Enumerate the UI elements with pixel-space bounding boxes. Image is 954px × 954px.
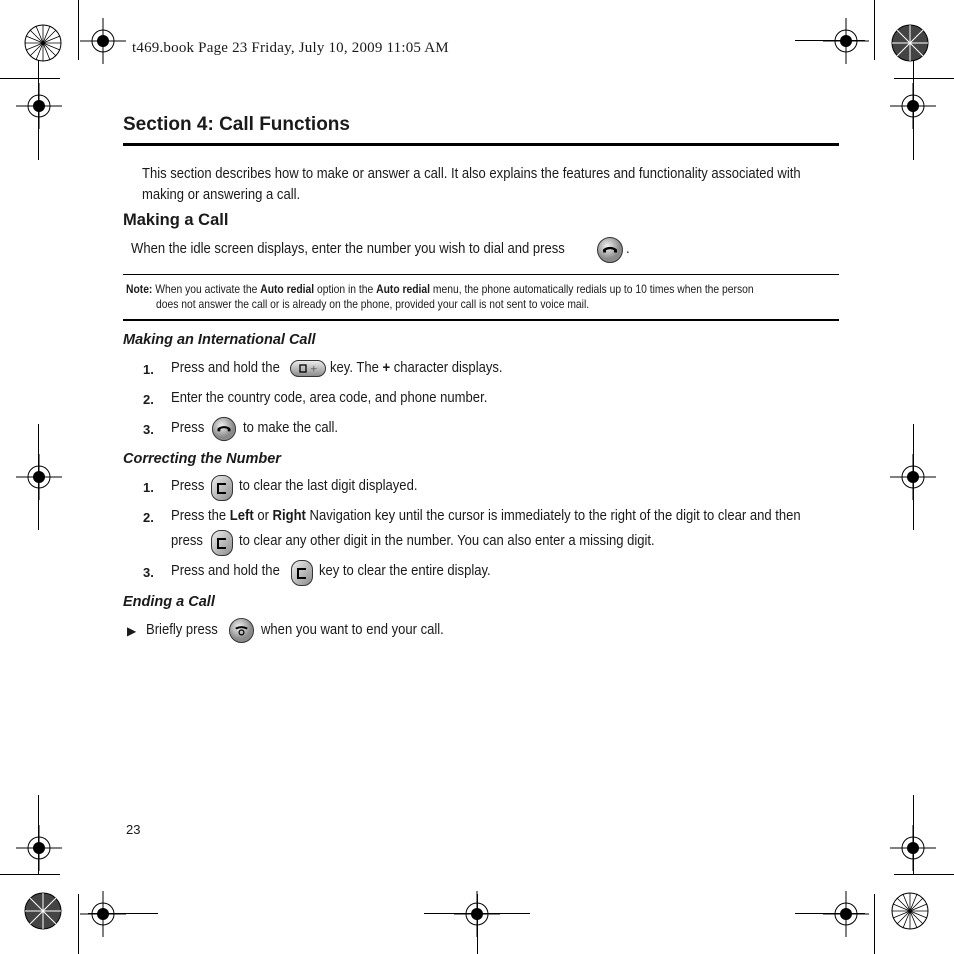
crosshair-mark-icon xyxy=(823,18,869,64)
clear-key-icon xyxy=(211,475,233,501)
intro-line-1: This section describes how to make or answer a call. It also explains the features and functionality associated with xyxy=(142,166,801,182)
end-key-icon xyxy=(228,617,255,644)
making-call-heading: Making a Call xyxy=(123,211,229,229)
step-number: 1. xyxy=(143,362,154,377)
trim-line xyxy=(913,60,914,160)
step-text-part: Press the xyxy=(171,508,227,524)
step-number: 2. xyxy=(143,510,154,525)
note-text: menu, the phone automatically redials up to 10 times when the person xyxy=(432,282,754,296)
svg-text:+: + xyxy=(310,364,318,375)
step-text-part: Navigation key until the cursor is immediately to the right of the digit to clear and then xyxy=(309,508,801,524)
clear-key-icon xyxy=(211,530,233,556)
making-call-text xyxy=(131,241,565,257)
step-number: 3. xyxy=(143,422,154,437)
ending-text: Briefly press xyxy=(146,622,218,638)
trim-line xyxy=(0,874,60,875)
trim-line xyxy=(913,795,914,875)
step-text: Enter the country code, area code, and phone number. xyxy=(171,390,488,406)
correcting-heading: Correcting the Number xyxy=(123,451,281,467)
trim-line xyxy=(78,894,79,954)
note-text: option in the xyxy=(317,282,374,296)
trim-line xyxy=(874,0,875,60)
step-text: Press xyxy=(171,420,205,436)
trim-line xyxy=(795,40,865,41)
step-number: 3. xyxy=(143,565,154,580)
step-number: 2. xyxy=(143,392,154,407)
send-key-icon xyxy=(211,416,237,442)
step-text: press xyxy=(171,533,203,549)
trim-line xyxy=(795,913,865,914)
crosshair-mark-icon xyxy=(80,18,126,64)
trim-line xyxy=(38,424,39,530)
print-slug: t469.book Page 23 Friday, July 10, 2009 11:05 AM xyxy=(132,40,449,56)
trim-line xyxy=(894,78,954,79)
ending-heading: Ending a Call xyxy=(123,594,215,610)
trim-line xyxy=(0,78,60,79)
step-text xyxy=(330,360,503,376)
trim-line xyxy=(874,894,875,954)
left-key-label: Left xyxy=(229,508,254,524)
trim-line xyxy=(913,424,914,530)
registration-mark-icon xyxy=(887,888,933,934)
step-text: Press xyxy=(171,478,205,494)
note-line-1 xyxy=(126,282,754,296)
step-text: Press and hold the xyxy=(171,563,280,579)
crosshair-mark-icon xyxy=(80,891,126,937)
step-number: 1. xyxy=(143,480,154,495)
international-heading: Making an International Call xyxy=(123,332,316,348)
page-number: 23 xyxy=(126,822,141,837)
step-text-after: character displays. xyxy=(393,360,503,376)
bullet-arrow: ▶ xyxy=(127,624,137,638)
trim-line xyxy=(894,874,954,875)
crosshair-mark-icon xyxy=(16,825,62,871)
note-line-2: does not answer the call or is already on the phone, provided your call is not sent to voice mail. xyxy=(156,297,590,311)
trim-line xyxy=(38,60,39,160)
step-text: to make the call. xyxy=(243,420,339,436)
step-text: to clear any other digit in the number. You can also enter a missing digit. xyxy=(239,533,655,549)
ending-text-after: when you want to end your call. xyxy=(261,622,444,638)
making-call-text-before: When the idle screen displays, enter the number you wish to dial and press xyxy=(131,241,565,257)
trim-line xyxy=(38,795,39,875)
crosshair-mark-icon xyxy=(16,454,62,500)
intro-line-2: making or answering a call. xyxy=(142,187,301,203)
step-text: key to clear the entire display. xyxy=(319,563,491,579)
send-key-icon xyxy=(596,236,624,264)
registration-mark-icon xyxy=(887,20,933,66)
step-text: to clear the last digit displayed. xyxy=(239,478,418,494)
trim-line xyxy=(78,0,79,60)
trim-line xyxy=(477,894,478,954)
note-text: When you activate the xyxy=(155,282,258,296)
step-text-part: or xyxy=(257,508,269,524)
making-call-text-after: . xyxy=(626,241,630,257)
title-rule xyxy=(123,143,839,146)
note-bold-term: Auto redial xyxy=(260,282,315,296)
trim-line xyxy=(88,913,158,914)
section-title: Section 4: Call Functions xyxy=(123,114,350,135)
zero-plus-key-icon xyxy=(290,360,326,377)
step-text: Press and hold the xyxy=(171,360,280,376)
note-label: Note: xyxy=(126,282,153,296)
registration-mark-icon xyxy=(20,888,66,934)
plus-symbol: + xyxy=(382,360,391,376)
registration-mark-icon xyxy=(20,20,66,66)
crosshair-mark-icon xyxy=(823,891,869,937)
clear-key-icon xyxy=(291,560,313,586)
right-key-label: Right xyxy=(272,508,306,524)
crosshair-mark-icon xyxy=(16,83,62,129)
step-text xyxy=(171,508,801,524)
note-bold-term: Auto redial xyxy=(376,282,431,296)
step-text-after: key. The xyxy=(330,360,379,376)
